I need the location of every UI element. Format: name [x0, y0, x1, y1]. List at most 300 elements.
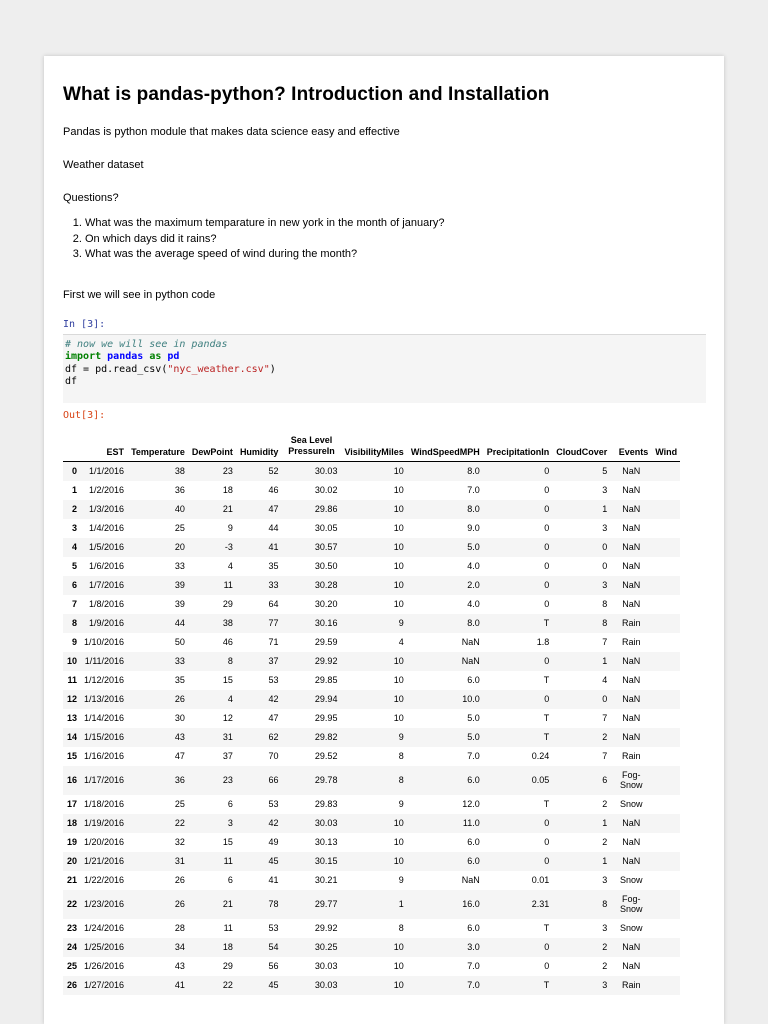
- table-cell: 41: [174, 980, 185, 990]
- table-cell: 35: [268, 561, 279, 571]
- table-cell: 47: [268, 713, 279, 723]
- table-cell: 2.0: [467, 580, 480, 590]
- table-cell-empty: [651, 919, 680, 938]
- table-cell: 6.0: [467, 837, 480, 847]
- table-cell: NaN: [622, 694, 641, 704]
- table-cell: 29.92: [314, 923, 338, 933]
- table-cell-empty: [651, 852, 680, 871]
- code-module: pandas: [107, 351, 144, 362]
- table-cell: NaN: [622, 561, 641, 571]
- table-cell: 33: [268, 580, 279, 590]
- table-cell: 0: [544, 694, 550, 704]
- table-cell: 62: [268, 732, 279, 742]
- row-index: 23: [67, 923, 78, 933]
- table-cell: 3: [602, 980, 608, 990]
- table-row: [63, 652, 680, 671]
- table-cell: 30.15: [314, 856, 338, 866]
- table-cell: 10: [393, 656, 404, 666]
- table-cell: Rain: [622, 637, 641, 647]
- row-index: 5: [72, 561, 78, 571]
- table-cell: 5: [602, 466, 608, 476]
- table-cell: 29.59: [314, 637, 338, 647]
- table-cell: 30.03: [314, 980, 338, 990]
- table-cell: 53: [268, 675, 279, 685]
- table-cell: 5.0: [467, 732, 480, 742]
- table-row: [63, 976, 680, 995]
- table-cell: 44: [174, 618, 185, 628]
- table-cell: 3.0: [467, 942, 480, 952]
- table-cell: 30.16: [314, 618, 338, 628]
- table-cell: 23: [222, 466, 233, 476]
- table-cell: 7.0: [467, 751, 480, 761]
- table-cell: 0: [544, 485, 550, 495]
- table-cell: 3: [602, 485, 608, 495]
- table-cell: 0.05: [531, 775, 550, 785]
- table-cell: 41: [268, 875, 279, 885]
- table-cell: NaN: [622, 856, 641, 866]
- table-cell-empty: [651, 976, 680, 995]
- table-cell: 29.78: [314, 775, 338, 785]
- table-header-row: [63, 435, 680, 462]
- table-cell-empty: [651, 833, 680, 852]
- row-index: 6: [72, 580, 78, 590]
- table-cell: 47: [174, 751, 185, 761]
- table-cell-empty: [651, 633, 680, 652]
- row-index: 17: [67, 799, 78, 809]
- table-cell: 2: [602, 942, 608, 952]
- table-cell: 36: [174, 485, 185, 495]
- table-cell-empty: [651, 576, 680, 595]
- notebook-page: [44, 56, 724, 1024]
- table-cell: 71: [268, 637, 279, 647]
- table-cell: 20: [174, 542, 185, 552]
- table-row: [63, 576, 680, 595]
- table-cell: 1/18/2016: [84, 799, 125, 809]
- table-cell: 1: [602, 856, 608, 866]
- table-cell-empty: [651, 814, 680, 833]
- table-cell: 52: [268, 466, 279, 476]
- table-cell: 22: [174, 818, 185, 828]
- table-cell: 0: [544, 542, 550, 552]
- table-cell: 6: [227, 875, 233, 885]
- table-row: [63, 633, 680, 652]
- table-cell: NaN: [461, 637, 480, 647]
- table-cell: Snow: [620, 799, 643, 809]
- table-cell: 30.57: [314, 542, 338, 552]
- table-cell: T: [543, 618, 550, 628]
- table-cell: 29.52: [314, 751, 338, 761]
- table-cell: 4.0: [467, 599, 480, 609]
- table-cell: 10: [393, 942, 404, 952]
- table-cell: 2: [602, 961, 608, 971]
- table-cell: 30.13: [314, 837, 338, 847]
- table-cell: T: [543, 980, 550, 990]
- table-cell-empty: [651, 652, 680, 671]
- row-index: 21: [67, 875, 78, 885]
- table-cell: 1/27/2016: [84, 980, 125, 990]
- table-cell: 1/6/2016: [89, 561, 125, 571]
- table-cell: 11: [223, 923, 233, 933]
- table-cell: 10: [393, 837, 404, 847]
- table-row: [63, 814, 680, 833]
- table-cell: 29.82: [314, 732, 338, 742]
- table-cell: 15: [222, 675, 233, 685]
- table-cell: 30.21: [314, 875, 338, 885]
- table-cell: 64: [268, 599, 279, 609]
- table-cell: 1/11/2016: [84, 656, 125, 666]
- table-cell: 46: [268, 485, 279, 495]
- table-cell: 1: [602, 504, 608, 514]
- table-cell: 29.85: [314, 675, 338, 685]
- table-cell: NaN: [622, 837, 641, 847]
- table-cell-empty: [651, 890, 680, 919]
- table-cell: NaN: [622, 732, 641, 742]
- table-cell: 1/8/2016: [89, 599, 125, 609]
- table-cell: 30.03: [314, 466, 338, 476]
- table-cell: 45: [268, 856, 279, 866]
- table-cell: 0: [544, 466, 550, 476]
- table-cell: 30.03: [314, 961, 338, 971]
- table-cell: 46: [222, 637, 233, 647]
- table-cell: 1/10/2016: [84, 637, 125, 647]
- table-cell: 0: [544, 961, 550, 971]
- table-cell: 0: [602, 542, 608, 552]
- table-cell-empty: [651, 747, 680, 766]
- dataframe-output: [63, 435, 711, 995]
- table-row: [63, 938, 680, 957]
- table-cell: T: [543, 923, 550, 933]
- table-cell: 9: [398, 732, 404, 742]
- code-text: df = pd.read_csv(: [65, 363, 168, 375]
- intro-text: Pandas is python module that makes data science easy and effective: [63, 126, 400, 138]
- table-cell: 28: [174, 923, 185, 933]
- table-cell: 9: [398, 875, 404, 885]
- table-cell: -3: [224, 542, 233, 552]
- code-text: ): [269, 363, 276, 375]
- table-cell: 5.0: [467, 713, 480, 723]
- code-keyword: import: [65, 351, 102, 362]
- table-cell: 8.0: [467, 618, 480, 628]
- table-cell: Snow: [620, 875, 643, 885]
- table-cell: 54: [268, 942, 279, 952]
- table-cell: 42: [268, 694, 279, 704]
- table-cell: 18: [222, 942, 233, 952]
- table-cell-empty: [651, 795, 680, 814]
- table-cell: 1/13/2016: [84, 694, 125, 704]
- table-cell: 1/14/2016: [84, 713, 125, 723]
- output-prompt: Out[3]:: [63, 409, 106, 421]
- table-cell: 43: [174, 961, 185, 971]
- table-cell: 40: [174, 504, 185, 514]
- table-cell: 29.94: [314, 694, 338, 704]
- row-index: 24: [67, 942, 78, 952]
- table-cell: 77: [268, 618, 279, 628]
- table-cell: NaN: [622, 580, 641, 590]
- table-cell: 10: [393, 980, 404, 990]
- table-cell: 0.01: [531, 875, 550, 885]
- table-cell: 36: [174, 775, 185, 785]
- table-cell: 4: [398, 637, 404, 647]
- table-cell: NaN: [622, 961, 641, 971]
- table-cell: 44: [268, 523, 279, 533]
- column-header: VisibilityMiles: [340, 435, 406, 462]
- dataset-label: Weather dataset: [63, 159, 144, 171]
- table-cell: NaN: [461, 875, 480, 885]
- table-row: [63, 461, 680, 481]
- table-cell: 29: [222, 961, 233, 971]
- table-cell: 0: [544, 580, 550, 590]
- questions-list: [63, 216, 706, 263]
- table-cell: 4: [227, 694, 233, 704]
- table-cell: NaN: [622, 466, 641, 476]
- table-cell: 11: [223, 856, 233, 866]
- table-cell: 0: [544, 561, 550, 571]
- table-row: [63, 557, 680, 576]
- table-cell: 0: [544, 599, 550, 609]
- table-cell: 53: [268, 799, 279, 809]
- table-cell: 0: [544, 504, 550, 514]
- table-cell: 1/5/2016: [89, 542, 125, 552]
- table-cell: 2.31: [531, 899, 550, 909]
- table-cell: Snow: [620, 923, 643, 933]
- table-cell: 7: [602, 713, 608, 723]
- table-cell: 8: [398, 751, 404, 761]
- column-header: Events: [610, 435, 651, 462]
- table-cell: 1: [398, 899, 404, 909]
- table-cell: 29.92: [314, 656, 338, 666]
- table-cell: 8.0: [467, 504, 480, 514]
- page-title: What is pandas-python? Introduction and Installation: [63, 84, 550, 105]
- table-row: [63, 833, 680, 852]
- table-cell: 49: [268, 837, 279, 847]
- table-cell: 0: [544, 523, 550, 533]
- table-cell: 12: [222, 713, 233, 723]
- code-comment: # now we will see in pandas: [65, 338, 228, 350]
- table-cell: 56: [268, 961, 279, 971]
- table-row: [63, 747, 680, 766]
- table-cell: 53: [268, 923, 279, 933]
- table-cell: 1/12/2016: [84, 675, 125, 685]
- table-cell-empty: [651, 614, 680, 633]
- table-cell: T: [543, 675, 550, 685]
- row-index: 7: [72, 599, 78, 609]
- column-header: DewPoint: [188, 435, 236, 462]
- row-index: 12: [67, 694, 78, 704]
- row-index: 14: [67, 732, 78, 742]
- table-cell-empty: [651, 671, 680, 690]
- table-cell: T: [543, 799, 550, 809]
- table-cell: NaN: [622, 542, 641, 552]
- row-index: 3: [72, 523, 78, 533]
- dataframe-table: [63, 435, 680, 995]
- table-cell: NaN: [622, 504, 641, 514]
- row-index: 9: [72, 637, 78, 647]
- table-cell: 10: [393, 818, 404, 828]
- table-cell: 30: [174, 713, 185, 723]
- table-cell: 1/2/2016: [89, 485, 125, 495]
- table-cell: 26: [174, 875, 185, 885]
- table-cell: 1: [602, 818, 608, 828]
- table-cell: 5.0: [467, 542, 480, 552]
- row-index: 25: [67, 961, 78, 971]
- table-cell-empty: [651, 709, 680, 728]
- code-string: "nyc_weather.csv": [167, 363, 270, 375]
- table-cell: 4.0: [467, 561, 480, 571]
- code-cell[interactable]: [63, 334, 706, 403]
- table-row: [63, 852, 680, 871]
- table-cell-empty: [651, 500, 680, 519]
- table-cell: 25: [174, 799, 185, 809]
- table-cell: 7.0: [467, 485, 480, 495]
- table-cell: NaN: [622, 523, 641, 533]
- table-cell-empty: [651, 871, 680, 890]
- table-cell: 3: [602, 523, 608, 533]
- table-cell: 9: [227, 523, 233, 533]
- input-prompt: In [3]:: [63, 318, 106, 330]
- table-cell: 8.0: [467, 466, 480, 476]
- table-cell-empty: [651, 481, 680, 500]
- table-cell: NaN: [622, 599, 641, 609]
- table-cell: 30.28: [314, 580, 338, 590]
- column-header: [63, 435, 80, 462]
- table-cell: 1/19/2016: [84, 818, 125, 828]
- table-row: [63, 614, 680, 633]
- table-cell: 66: [268, 775, 279, 785]
- table-cell: 34: [174, 942, 185, 952]
- table-cell: 29.77: [314, 899, 338, 909]
- table-cell: 6.0: [467, 856, 480, 866]
- table-row: [63, 871, 680, 890]
- column-header: Humidity: [236, 435, 282, 462]
- table-cell: 0: [544, 856, 550, 866]
- question-item: 1. What was the maximum temparature in new york in the month of january?: [85, 216, 706, 232]
- row-index: 11: [67, 675, 78, 685]
- table-cell: 10: [393, 485, 404, 495]
- table-cell: 35: [174, 675, 185, 685]
- table-cell: 37: [268, 656, 279, 666]
- column-header: EST: [80, 435, 127, 462]
- table-cell: 6.0: [467, 775, 480, 785]
- table-cell: 1/15/2016: [84, 732, 125, 742]
- table-cell: 0: [544, 656, 550, 666]
- table-cell: 4: [227, 561, 233, 571]
- table-cell: 1/22/2016: [84, 875, 125, 885]
- table-cell: 30.05: [314, 523, 338, 533]
- table-cell: 23: [222, 775, 233, 785]
- table-cell: T: [543, 732, 550, 742]
- table-cell-empty: [651, 690, 680, 709]
- row-index: 8: [72, 618, 78, 628]
- row-index: 4: [72, 542, 78, 552]
- table-cell: 7.0: [467, 980, 480, 990]
- table-cell: 38: [174, 466, 185, 476]
- table-cell: 10: [393, 542, 404, 552]
- table-cell: 4: [602, 675, 608, 685]
- table-cell: 33: [174, 656, 185, 666]
- table-cell: 32: [174, 837, 185, 847]
- table-cell: 29.95: [314, 713, 338, 723]
- table-cell: 6: [227, 799, 233, 809]
- python-intro-text: First we will see in python code: [63, 288, 216, 301]
- table-cell: 3: [602, 923, 608, 933]
- table-cell: NaN: [622, 713, 641, 723]
- table-cell: 1: [602, 656, 608, 666]
- row-index: 10: [67, 656, 78, 666]
- table-cell: 2: [602, 732, 608, 742]
- table-cell: 8: [602, 618, 608, 628]
- table-cell: 0.24: [531, 751, 550, 761]
- table-cell: 10: [393, 675, 404, 685]
- table-cell: 8: [602, 599, 608, 609]
- table-cell: 12.0: [462, 799, 480, 809]
- table-cell: 1/20/2016: [84, 837, 125, 847]
- table-cell: 78: [268, 899, 279, 909]
- column-header: WindSpeedMPH: [407, 435, 483, 462]
- table-cell: 25: [174, 523, 185, 533]
- table-cell: 10: [393, 523, 404, 533]
- table-cell: NaN: [622, 818, 641, 828]
- row-index: 2: [72, 504, 78, 514]
- table-cell: NaN: [622, 942, 641, 952]
- code-keyword: as: [149, 351, 162, 362]
- table-cell-empty: [651, 728, 680, 747]
- table-cell: 9: [398, 618, 404, 628]
- table-row: [63, 519, 680, 538]
- table-cell: 33: [174, 561, 185, 571]
- table-cell: 6: [602, 775, 608, 785]
- table-cell: 29.86: [314, 504, 338, 514]
- table-cell: 0: [544, 942, 550, 952]
- table-cell: 22: [222, 980, 233, 990]
- table-cell: 1/7/2016: [89, 580, 125, 590]
- table-cell: 7: [602, 751, 608, 761]
- row-index: 0: [72, 466, 78, 476]
- row-index: 1: [72, 485, 78, 495]
- code-text: df: [65, 376, 78, 387]
- table-cell: 31: [222, 732, 233, 742]
- table-cell: 0: [544, 818, 550, 828]
- table-cell: 39: [174, 599, 185, 609]
- table-cell: 21: [222, 899, 233, 909]
- table-cell: 10: [393, 466, 404, 476]
- table-row: [63, 919, 680, 938]
- table-cell: 10.0: [462, 694, 480, 704]
- table-cell: Rain: [622, 980, 641, 990]
- table-row: [63, 728, 680, 747]
- table-cell: 10: [393, 580, 404, 590]
- table-cell: 10: [393, 504, 404, 514]
- column-header: PrecipitationIn: [483, 435, 553, 462]
- table-cell: 2: [602, 837, 608, 847]
- table-cell: 31: [174, 856, 185, 866]
- table-cell: Fog-Snow: [620, 770, 643, 790]
- table-cell: 7: [602, 637, 608, 647]
- table-cell: 30.03: [314, 818, 338, 828]
- table-row: [63, 671, 680, 690]
- table-cell: Fog-Snow: [620, 894, 643, 914]
- table-cell: 1/25/2016: [84, 942, 125, 952]
- table-cell: 10: [393, 599, 404, 609]
- question-item: 2. On which days did it rains?: [85, 232, 706, 248]
- table-cell: NaN: [622, 485, 641, 495]
- table-row: [63, 766, 680, 795]
- table-cell: 42: [268, 818, 279, 828]
- table-row: [63, 595, 680, 614]
- row-index: 15: [67, 751, 78, 761]
- table-cell: 8: [602, 899, 608, 909]
- table-row: [63, 957, 680, 976]
- table-cell: 8: [398, 923, 404, 933]
